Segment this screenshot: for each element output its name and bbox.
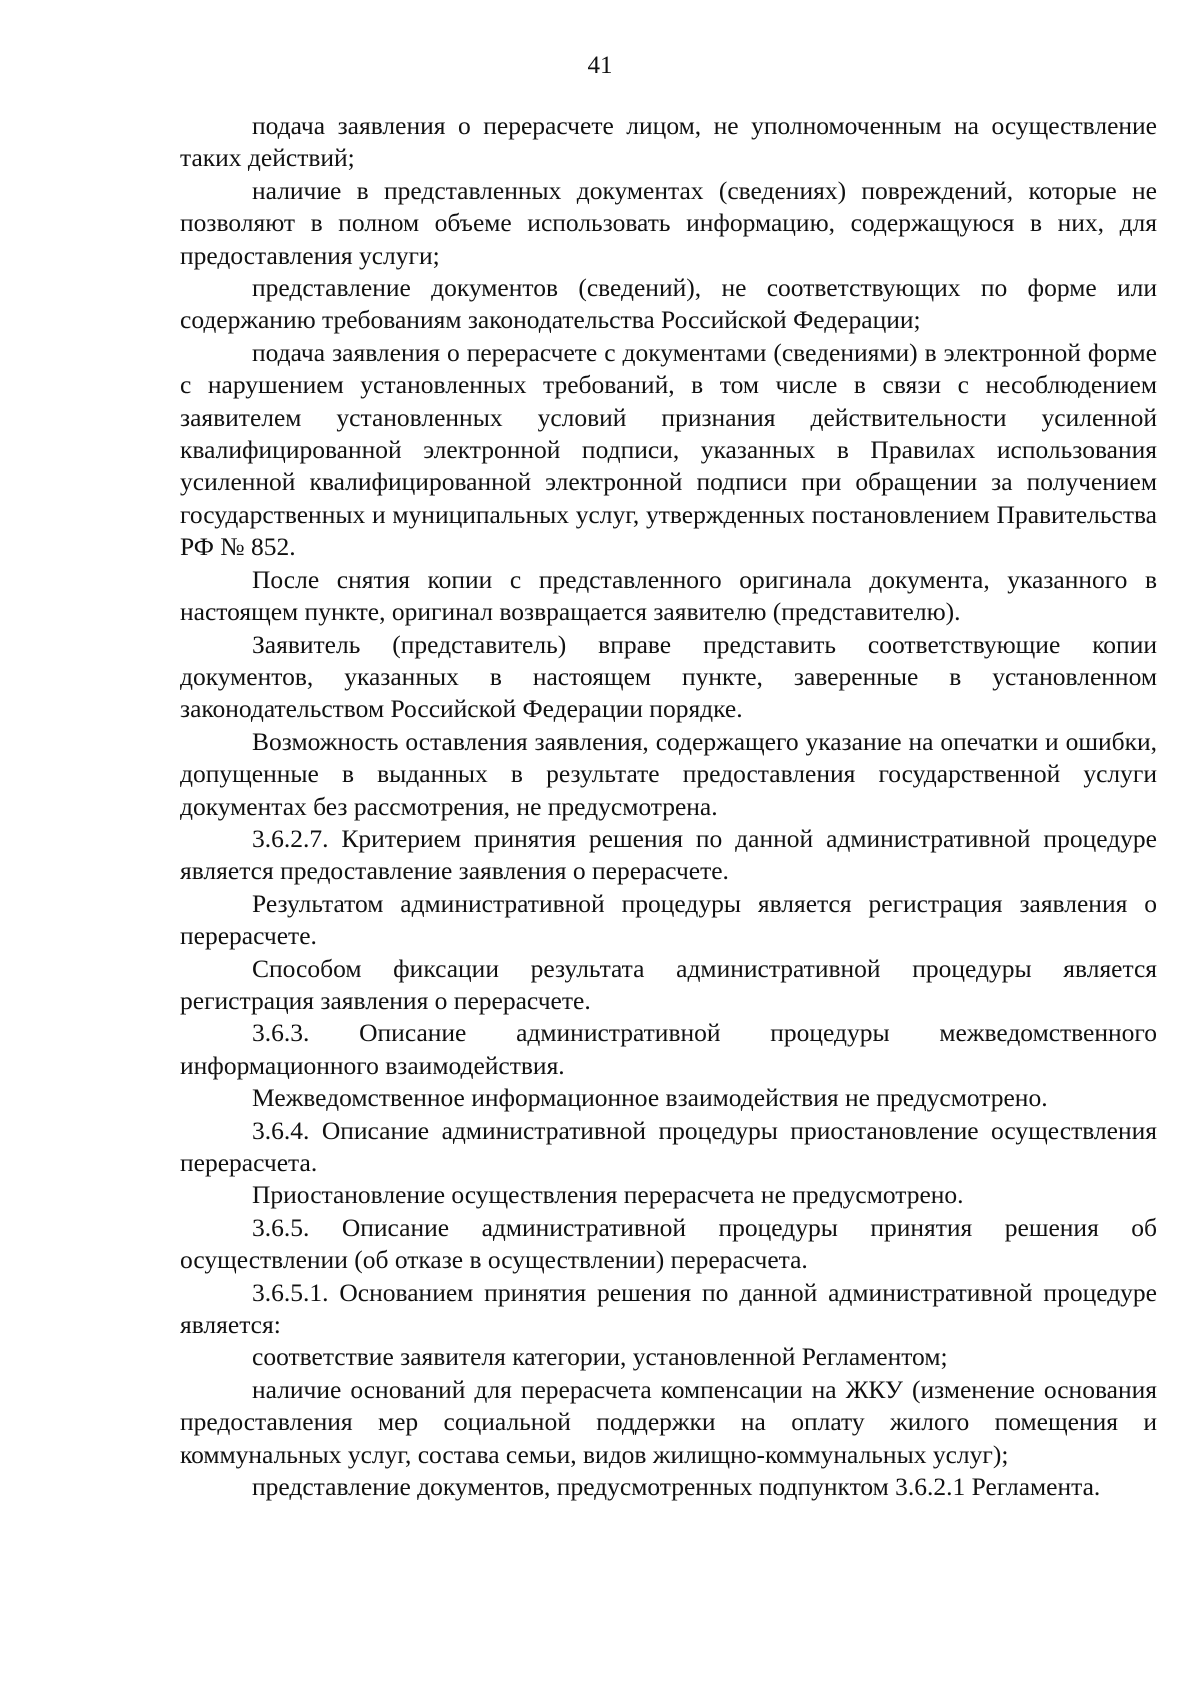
- paragraph-6: Заявитель (представитель) вправе представить соответствующие копии документов, указанных в настоящем пункте, заверенные в установленном законодательством Российской Федерации порядке.: [180, 629, 1157, 724]
- paragraph-17: соответствие заявителя категории, установленной Регламентом;: [252, 1342, 948, 1372]
- paragraph-8: 3.6.2.7. Критерием принятия решения по данной административной процедуре является предоставление заявления о перерасчете.: [180, 823, 1157, 886]
- paragraph-5: После снятия копии с представленного оригинала документа, указанного в настоящем пункте, оригинал возвращается заявителю (представителю).: [180, 564, 1157, 627]
- paragraph-2: наличие в представленных документах (сведениях) повреждений, которые не позволяют в полном объеме использовать информацию, содержащуюся в них, для предоставления услуги;: [180, 175, 1157, 270]
- paragraph-1: подача заявления о перерасчете лицом, не уполномоченным на осуществление таких действий;: [180, 111, 1157, 173]
- paragraph-19: представление документов, предусмотренных подпунктом 3.6.2.1 Регламента.: [252, 1472, 1101, 1502]
- paragraph-7: Возможность оставления заявления, содержащего указание на опечатки и ошибки, допущенные в выданных в результате предоставления государственной услуги документах без рассмотрения, не предусмотрена.: [180, 726, 1157, 821]
- document-body: [180, 110, 1157, 1503]
- paragraph-13: 3.6.4. Описание административной процедуры приостановление осуществления перерасчета.: [180, 1115, 1157, 1177]
- paragraph-14: Приостановление осуществления перерасчета не предусмотрено.: [252, 1180, 964, 1210]
- paragraph-10: Способом фиксации результата административной процедуры является регистрация заявления о перерасчете.: [180, 953, 1157, 1015]
- page-number: 41: [587, 52, 613, 79]
- paragraph-15: 3.6.5. Описание административной процедуры принятия решения об осуществлении (об отказе в осуществлении) перерасчета.: [180, 1212, 1157, 1275]
- paragraph-16: 3.6.5.1. Основанием принятия решения по данной административной процедуре является:: [180, 1277, 1157, 1340]
- paragraph-9: Результатом административной процедуры является регистрация заявления о перерасчете.: [180, 888, 1157, 951]
- paragraph-12: Межведомственное информационное взаимодействия не предусмотрено.: [252, 1083, 1048, 1113]
- paragraph-4: подача заявления о перерасчете с документами (сведениями) в электронной форме с нарушением установленных требований, в том числе в связи с несоблюдением заявителем установленных условий признания действительности усиленной квалифицированной электронной подписи, указанных в Правилах использования усиленной квалифицированной электронной подписи при обращении за получением государственных и муниципальных услуг, утвержденных постановлением Правительства РФ № 852.: [180, 337, 1157, 562]
- paragraph-3: представление документов (сведений), не соответствующих по форме или содержанию требованиям законодательства Российской Федерации;: [180, 273, 1157, 335]
- paragraph-11: 3.6.3. Описание административной процедуры межведомственного информационного взаимодействия.: [180, 1018, 1157, 1080]
- paragraph-18: наличие оснований для перерасчета компенсации на ЖКУ (изменение основания предоставления мер социальной поддержки на оплату жилого помещения и коммунальных услуг, состава семьи, видов жилищно-коммунальных услуг);: [180, 1374, 1157, 1469]
